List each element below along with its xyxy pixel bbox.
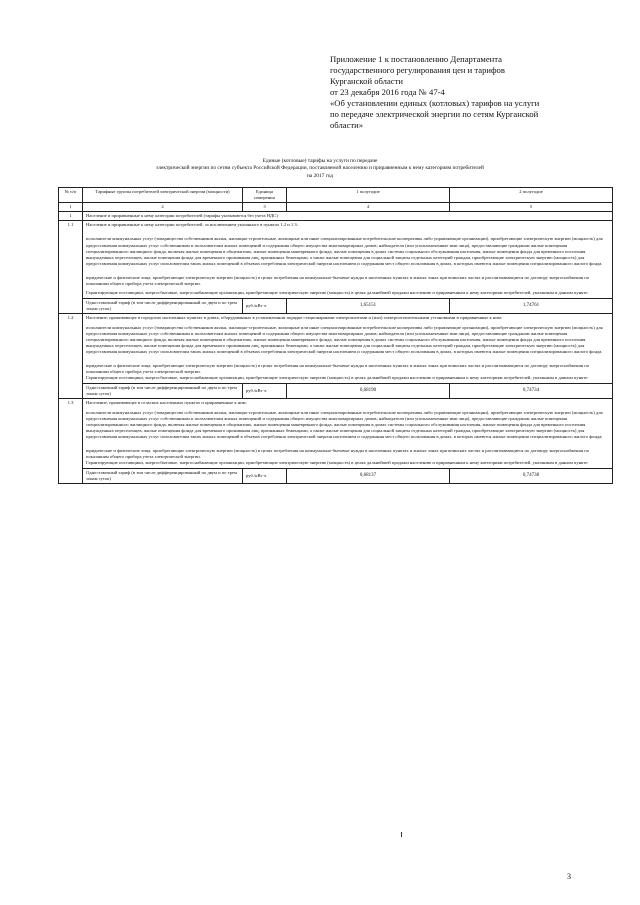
section-paragraph: исполнители коммунальных услуг (товарищества собственников жилья, жилищно-строительные, жилищные или иные специализированные потребительские кооперативы либо управляющие организации), приобретающие электрическую энергию (мощность) для предоставления коммунальных услуг собственникам и пользователям жилых помещений и содержания общего имущества многоквартирных домов; наймодатели (или уполномоченные ими лица), предоставляющие гражданам жилые помещения специализированного жилищного фонда, включая жилые помещения в общежитиях, жилые помещения маневренного фонда, жилые помещения в домах системы социального обслуживания населения, жилые помещения фонда для временного поселения вынужденных переселенцев, жилые помещения фонда для временного проживания лиц, признанных беженцами, а также жилые помещения для социальной защиты отдельных категорий граждан, приобретающие электрическую энергию (мощность) для предоставления коммунальных услуг пользователям таких жилых помещений в объемах потребления электрической энергии населением и содержания мест общего пользования в домах, в которых имеются жилые помещения специализированного жилого фонда. (86, 236, 603, 266)
header-half2: 2 полугодие (450, 188, 613, 203)
row-text: Население и приравненные к нему категории потребителей (тарифы указываются без учета НДС) (83, 212, 613, 221)
tariff-unit: руб./кВт·ч (243, 299, 287, 314)
appendix-line: государственного регулирования цен и тарифов (330, 65, 505, 75)
section-paragraph: исполнители коммунальных услуг (товарищества собственников жилья, жилищно-строительные, жилищные или иные специализированные потребительские кооперативы либо управляющие организации), приобретающие электрическую энергию (мощность) для предоставления коммунальных услуг собственникам и пользователям жилых помещений и содержания общего имущества многоквартирных домов; наймодатели (или уполномоченные ими лица), предоставляющие гражданам жилые помещения специализированного жилищного фонда, включая жилые помещения в общежитиях, жилые помещения маневренного фонда, жилые помещения в домах системы социального обслуживания населения, жилые помещения фонда для временного поселения вынужденных переселенцев, жилые помещения фонда для временного проживания лиц, признанных беженцами, а также жилые помещения для социальной защиты отдельных категорий граждан, приобретающие электрическую энергию (мощность) для предоставления коммунальных услуг пользователям таких жилых помещений в объемах потребления электрической энергии населением и содержания мест общего пользования в домах, в которых имеются жилые помещения специализированного жилого фонда; (86, 409, 603, 439)
colnum: 5 (450, 203, 613, 212)
appendix-line: Приложение 1 к постановлению Департамента (330, 54, 502, 64)
tariff-table (58, 187, 612, 484)
document-period: на 2017 год (306, 173, 334, 179)
tariff-label: Одноставочный тариф (в том числе дифференцированный по двум и по трем зонам суток) (83, 384, 243, 399)
tariff-unit: руб./кВт·ч (243, 384, 287, 399)
document-subtitle: электрической энергии по сетям субъекта Российской Федерации, поставляемой населению и приравненным к нему категориям потребителей (156, 165, 484, 171)
table-header-row (59, 188, 613, 203)
tariff-half1: 0,68190 (287, 384, 450, 399)
row-num: 1.2 (59, 314, 83, 399)
appendix-line: по передаче электрической энергии по сетям Курганской (330, 109, 539, 119)
header-half1: 1 полугодие (287, 188, 450, 203)
section-paragraph: юридические и физические лица, приобретающие электрическую энергию (мощность) в целях потребления на коммунально-бытовые нужды в населенных пунктах и жилых зонах при воинских частях и рассчитывающиеся по договору энергоснабжения по показаниям общего прибора учета электрической энергии. (86, 274, 589, 287)
tariff-label: Одноставочный тариф (в том числе дифференцированный по двум и по трем зонам суток) (83, 469, 243, 484)
section-paragraph: юридические и физические лица, приобретающие электрическую энергию (мощность) в целях потребления на коммунально-бытовые нужды в населенных пунктах и жилых зонах при воинских частях и рассчитывающиеся по договору энергоснабжения по показаниям общего прибора учета электрической энергии. (86, 362, 589, 375)
section-paragraph: юридические и физические лица, приобретающие электрическую энергию (мощность) в целях потребления на коммунально-бытовые нужды в населенных пунктах и жилых зонах при воинских частях и рассчитывающиеся по договору энергоснабжения по показаниям общего прибора учета электрической энергии. (86, 448, 589, 460)
tariff-row (59, 299, 613, 314)
section-heading: Население, проживающее в сельских населенных пунктах и приравненные к ним: (86, 400, 247, 406)
appendix-header (330, 54, 610, 131)
scan-mark (401, 832, 402, 837)
tariff-label: Одноставочный тариф (в том числе дифференцированный по двум и по трем зонам суток) (83, 299, 243, 314)
page-number: 3 (567, 872, 571, 881)
section-body (83, 399, 613, 469)
section-heading: Население и приравненные к нему категории потребителей, за исключением указанного в пунктах 1.2 и 1.3: (86, 222, 298, 228)
document-title: Единые (котловые) тарифы на услуги по передаче (262, 158, 378, 164)
tariff-half2: 0,74738 (450, 469, 613, 484)
appendix-line: от 23 декабря 2016 года № 47-4 (330, 87, 445, 97)
tariff-half2: 0,74734 (450, 384, 613, 399)
appendix-line: области» (330, 120, 364, 130)
section-heading: Население, проживающее в городских населенных пунктах в домах, оборудованных в установленном порядке стационарными электроплитами и (или) электроотопительными установками и приравненные к ним: (86, 315, 503, 321)
table-row (59, 212, 613, 221)
table-row (59, 221, 613, 299)
section-paragraph: Гарантирующие поставщики, энергосбытовые, энергоснабжающие организации, приобретающие электрическую энергию (мощность) в целях дальнейшей продажи населению и приравненным к нему категориям потребителей, указанным в данном пункте. (86, 460, 589, 466)
section-body (83, 221, 613, 299)
tariff-unit: руб./кВт·ч (243, 469, 287, 484)
table-row (59, 314, 613, 384)
tariff-half1: 1,65151 (287, 299, 450, 314)
section-paragraph: Гарантирующие поставщики, энергосбытовые, энергоснабжающие организации, приобретающие электрическую энергию (мощность) в целях дальнейшей продажи населению и приравненным к нему категориям потребителей, указанным в данном пункте. (86, 375, 589, 381)
appendix-line: Курганской области (330, 76, 403, 86)
colnum: 1 (59, 203, 83, 212)
tariff-row (59, 469, 613, 484)
row-num: 1.3 (59, 399, 83, 484)
header-unit: Единица измерения (243, 188, 287, 203)
section-paragraph: исполнители коммунальных услуг (товарищества собственников жилья, жилищно-строительные, жилищные или иные специализированные потребительские кооперативы либо управляющие организации), приобретающие электрическую энергию (мощность) для предоставления коммунальных услуг собственникам и пользователям жилых помещений и содержания общего имущества многоквартирных домов; наймодатели (или уполномоченные ими лица), предоставляющие гражданам жилые помещения специализированного жилищного фонда, включая жилые помещения в общежитиях, жилые помещения маневренного фонда, жилые помещения в домах системы социального обслуживания населения, жилые помещения фонда для временного поселения вынужденных переселенцев, жилые помещения фонда для временного проживания лиц, признанных беженцами, а также жилые помещения для социальной защиты отдельных категорий граждан, приобретающие электрическую энергию (мощность) для предоставления коммунальных услуг пользователям таких жилых помещений в объемах потребления электрической энергии населением и содержания мест общего пользования в домах, в которых имеются жилые помещения специализированного жилого фонда. (86, 324, 603, 354)
tariff-row (59, 384, 613, 399)
column-number-row (59, 203, 613, 212)
appendix-line: «Об установлении единых (котловых) тарифов на услуги (330, 98, 540, 108)
row-num: 1.1 (59, 221, 83, 314)
section-paragraph: Гарантирующие поставщики, энергосбытовые, энергоснабжающие организации, приобретающие электрическую энергию (мощность) в целях дальнейшей продажи населению и приравненным к нему категориям потребителей, указанным в данном пункте. (86, 290, 589, 296)
header-group: Тарифные группы потребителей электрической энергии (мощности) (83, 188, 243, 203)
colnum: 3 (243, 203, 287, 212)
colnum: 2 (83, 203, 243, 212)
colnum: 4 (287, 203, 450, 212)
tariff-half2: 1,74761 (450, 299, 613, 314)
header-num: № п/п (59, 188, 83, 203)
section-body (83, 314, 613, 384)
tariff-half1: 0,68137 (287, 469, 450, 484)
table-row (59, 399, 613, 469)
row-num: 1 (59, 212, 83, 221)
